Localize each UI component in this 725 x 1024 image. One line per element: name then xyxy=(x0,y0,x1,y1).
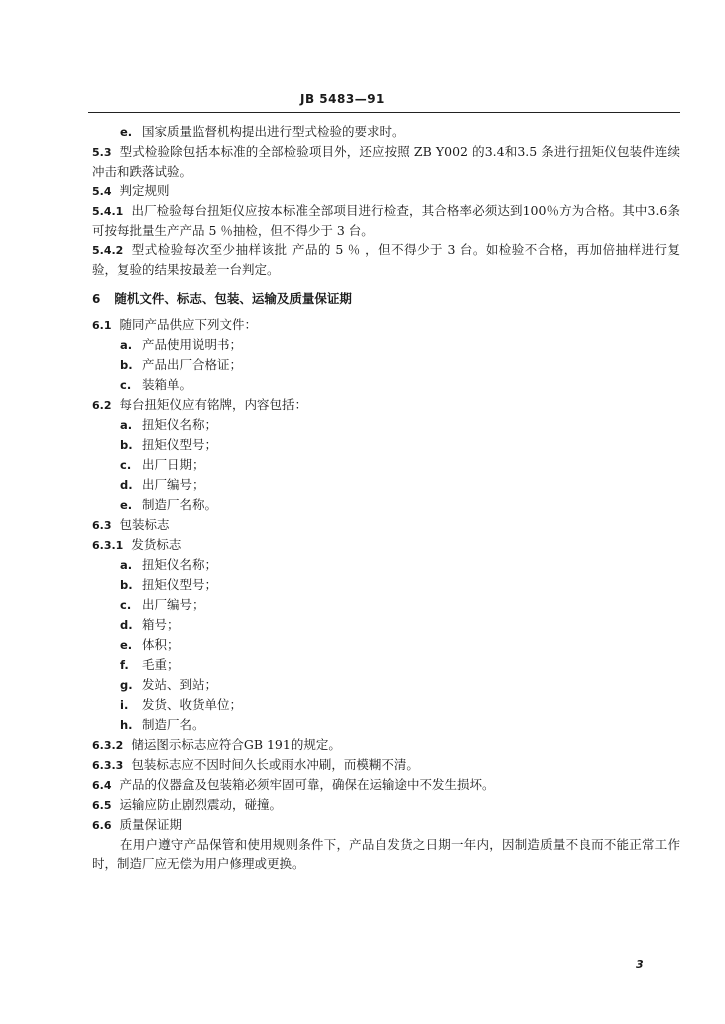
item-letter: d. xyxy=(120,618,133,632)
item-text: 发站、到站； xyxy=(142,677,218,692)
list-item xyxy=(92,595,680,615)
item-text: 产品出厂合格证； xyxy=(142,357,243,372)
list-item xyxy=(92,615,680,635)
clause-6-3-2 xyxy=(92,735,680,755)
list-item xyxy=(92,635,680,655)
clause-number: 5.4 xyxy=(92,185,112,198)
clause-text: 储运图示标志应符合GB 191的规定。 xyxy=(131,737,341,752)
clause-6-6 xyxy=(92,815,680,835)
item-text: 制造厂名称。 xyxy=(142,497,218,512)
list-item xyxy=(92,122,680,142)
item-text: 装箱单。 xyxy=(142,377,193,392)
list-item xyxy=(92,555,680,575)
clause-number: 6.5 xyxy=(92,799,112,812)
clause-number: 5.4.2 xyxy=(92,244,124,257)
clause-number: 5.3 xyxy=(92,146,112,159)
item-text: 制造厂名。 xyxy=(142,717,205,732)
clause-text: 包装标志 xyxy=(119,517,170,532)
item-text: 毛重； xyxy=(142,657,180,672)
item-text: 扭矩仪名称； xyxy=(142,417,218,432)
document-header: JB 5483—91 xyxy=(300,92,385,106)
item-text: 扭矩仪型号； xyxy=(142,437,218,452)
item-text: 出厂日期； xyxy=(142,457,205,472)
clause-6-3-1 xyxy=(92,535,680,555)
clause-5-4-2 xyxy=(92,240,680,279)
clause-number: 6.4 xyxy=(92,779,112,792)
item-letter: a. xyxy=(120,338,133,352)
clause-number: 6.1 xyxy=(92,319,112,332)
header-rule xyxy=(88,112,680,113)
clause-number: 6.6 xyxy=(92,819,112,832)
item-letter: c. xyxy=(120,378,132,392)
list-item xyxy=(92,455,680,475)
clause-text: 型式检验每次至少抽样该批 产品的 5 ％ ，但不得少于 3 台。如检验不合格，再加倍抽样进行复验，复验的结果按最差一台判定。 xyxy=(92,242,680,277)
list-item xyxy=(92,655,680,675)
clause-6-4 xyxy=(92,775,680,795)
clause-6-5 xyxy=(92,795,680,815)
clause-6-3-3 xyxy=(92,755,680,775)
document-body xyxy=(92,122,680,873)
list-item xyxy=(92,715,680,735)
warranty-paragraph: 在用户遵守产品保管和使用规则条件下，产品自发货之日期一年内，因制造质量不良而不能正常工作时，制造厂应无偿为用户修理或更换。 xyxy=(92,837,680,871)
clause-text: 出厂检验每台扭矩仪应按本标准全部项目进行检查，其合格率必须达到100％方为合格。其中3.6条可按每批量生产产品 5 ％抽检，但不得少于 3 台。 xyxy=(92,203,680,238)
clause-text: 每台扭矩仪应有铭牌，内容包括： xyxy=(119,397,308,412)
clause-number: 6.2 xyxy=(92,399,112,412)
item-text: 产品使用说明书； xyxy=(142,337,243,352)
item-letter: c. xyxy=(120,598,132,612)
clause-number: 6.3.2 xyxy=(92,739,124,752)
item-text: 国家质量监督机构提出进行型式检验的要求时。 xyxy=(142,124,405,139)
item-letter: i. xyxy=(120,698,129,712)
item-text: 扭矩仪名称； xyxy=(142,557,218,572)
clause-text: 随同产品供应下列文件： xyxy=(119,317,258,332)
section-6-title xyxy=(92,289,680,309)
section-title: 随机文件、标志、包装、运输及质量保证期 xyxy=(114,291,352,306)
item-letter: g. xyxy=(120,678,133,692)
item-letter: e. xyxy=(120,638,133,652)
clause-5-4-1 xyxy=(92,201,680,240)
clause-5-3 xyxy=(92,142,680,181)
item-letter: e. xyxy=(120,125,133,139)
list-item xyxy=(92,355,680,375)
list-item xyxy=(92,335,680,355)
list-item xyxy=(92,675,680,695)
clause-6-1 xyxy=(92,315,680,335)
item-text: 出厂编号； xyxy=(142,477,205,492)
clause-text: 判定规则 xyxy=(119,183,170,198)
item-letter: f. xyxy=(120,658,129,672)
item-letter: a. xyxy=(120,418,133,432)
clause-text: 运输应防止剧烈震动，碰撞。 xyxy=(119,797,283,812)
clause-text: 产品的仪器盒及包装箱必须牢固可靠，确保在运输途中不发生损坏。 xyxy=(119,777,495,792)
item-letter: a. xyxy=(120,558,133,572)
list-item xyxy=(92,415,680,435)
clause-number: 5.4.1 xyxy=(92,205,124,218)
clause-number: 6.3.3 xyxy=(92,759,124,772)
clause-text: 质量保证期 xyxy=(119,817,183,832)
clause-6-2 xyxy=(92,395,680,415)
clause-number: 6.3.1 xyxy=(92,539,124,552)
clause-5-4 xyxy=(92,181,680,201)
list-item xyxy=(92,575,680,595)
clause-text: 发货标志 xyxy=(131,537,182,552)
list-item xyxy=(92,475,680,495)
page-number: 3 xyxy=(636,958,644,971)
item-letter: c. xyxy=(120,458,132,472)
list-item xyxy=(92,495,680,515)
item-letter: h. xyxy=(120,718,133,732)
item-text: 扭矩仪型号； xyxy=(142,577,218,592)
item-text: 箱号； xyxy=(142,617,180,632)
item-letter: e. xyxy=(120,498,133,512)
clause-text: 型式检验除包括本标准的全部检验项目外，还应按照 ZB Y002 的3.4和3.5 条进行扭矩仪包装件连续冲击和跌落试验。 xyxy=(92,144,680,179)
item-letter: b. xyxy=(120,578,133,592)
item-text: 体积； xyxy=(142,637,180,652)
item-letter: d. xyxy=(120,478,133,492)
item-text: 出厂编号； xyxy=(142,597,205,612)
clause-text: 包装标志应不因时间久长或雨水冲刷，而模糊不清。 xyxy=(131,757,419,772)
clause-number: 6.3 xyxy=(92,519,112,532)
item-text: 发货、收货单位； xyxy=(142,697,243,712)
item-letter: b. xyxy=(120,438,133,452)
list-item xyxy=(92,375,680,395)
section-number: 6 xyxy=(92,292,101,306)
list-item xyxy=(92,695,680,715)
list-item xyxy=(92,435,680,455)
clause-6-3 xyxy=(92,515,680,535)
item-letter: b. xyxy=(120,358,133,372)
